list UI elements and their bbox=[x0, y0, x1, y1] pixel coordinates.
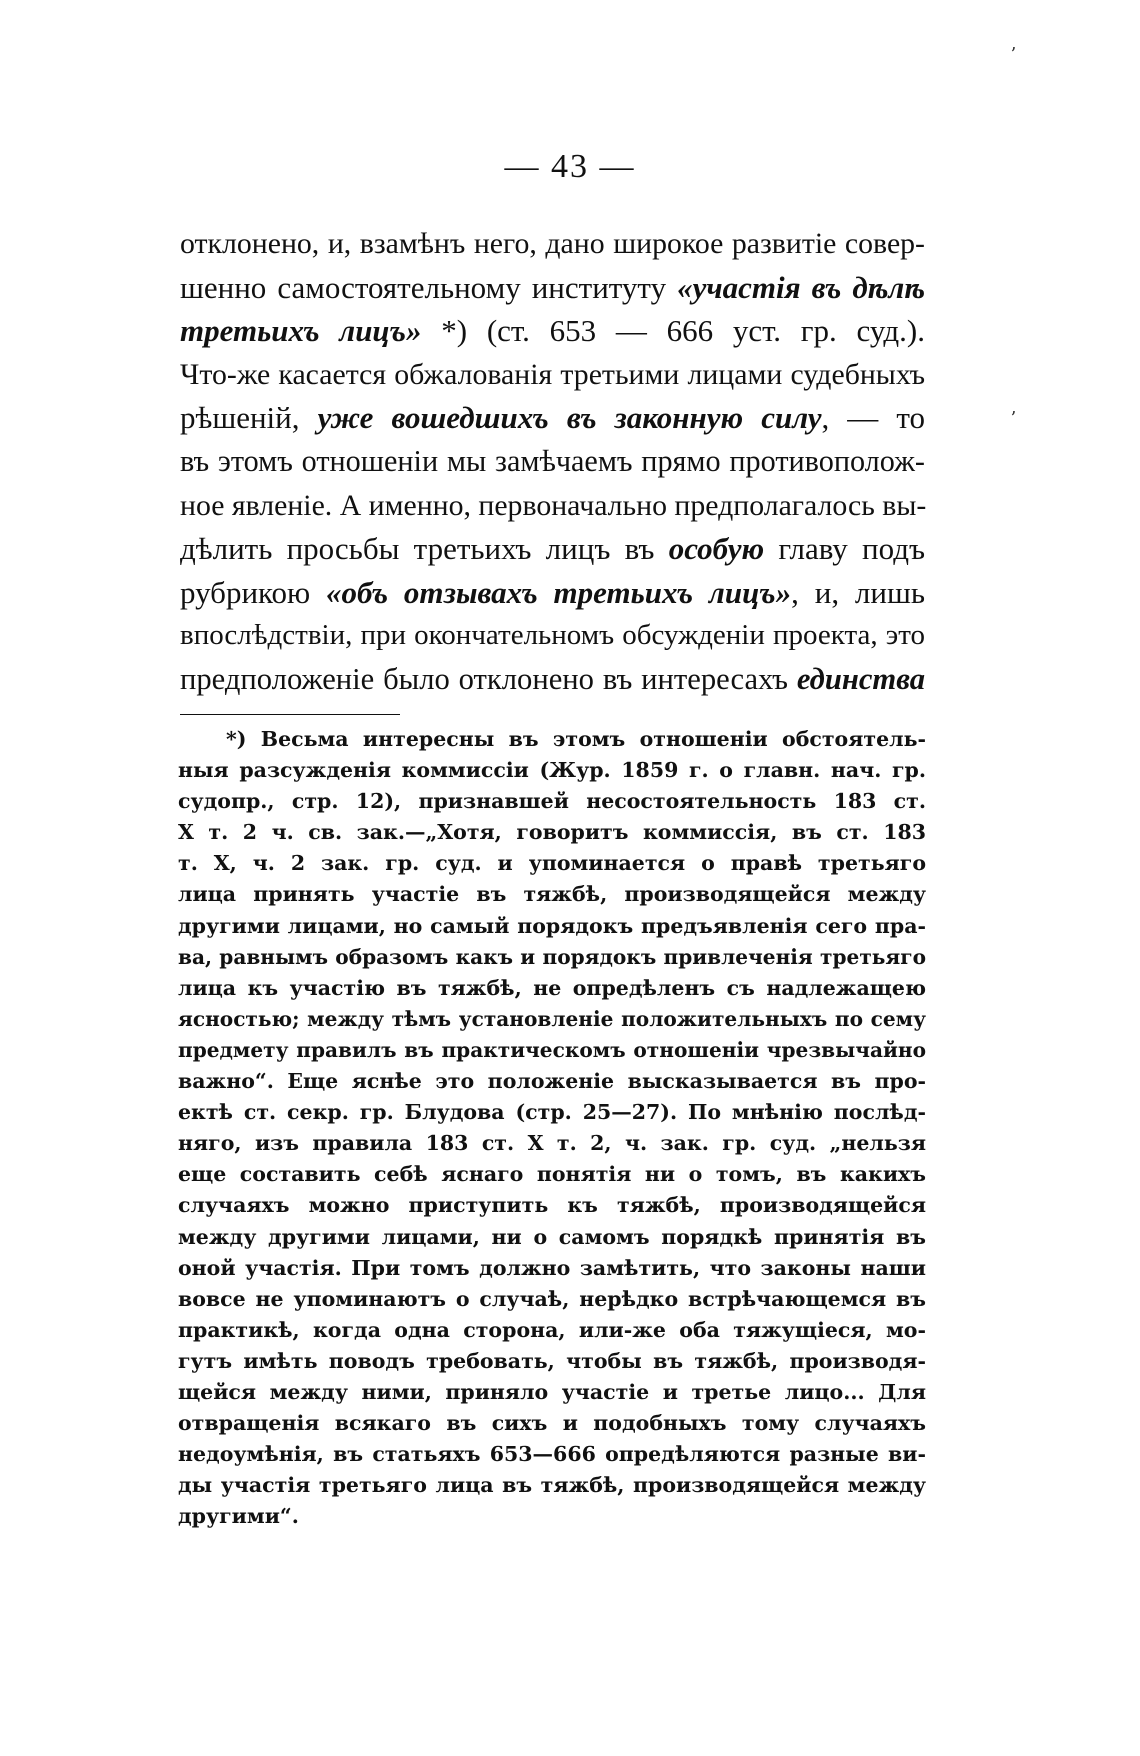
footnote-line: лица къ участію въ тяжбѣ, не опредѣленъ съ надлежащею bbox=[178, 975, 926, 1000]
footnote-line: ныя разсужденія коммиссіи (Жур. 1859 г. о главн. нач. гр. bbox=[178, 758, 926, 783]
main-line: шенно самостоятельному институту «участія въ дѣлѣ bbox=[180, 269, 925, 305]
main-line: рубрикою «объ отзывахъ третьихъ лицъ», и, лишь bbox=[180, 574, 925, 610]
italic-phrase: единства bbox=[796, 661, 925, 696]
main-line: третьихъ лицъ» *) (ст. 653 — 666 уст. гр. суд.). bbox=[180, 313, 925, 349]
footnote-line: няго, изъ правила 183 ст. X т. 2, ч. зак. гр. суд. „нельзя bbox=[178, 1131, 926, 1156]
footnote-line: еще составить себѣ яснаго понятія ни о томъ, въ какихъ bbox=[178, 1162, 926, 1187]
main-line: предположеніе было отклонено въ интересахъ единства bbox=[180, 661, 925, 696]
footnote-line: практикѣ, когда одна сторона, или-же оба тяжущіеся, мо- bbox=[178, 1317, 926, 1342]
main-line: впослѣдствіи, при окончательномъ обсужденіи проекта, это bbox=[180, 619, 925, 652]
italic-phrase: особую bbox=[668, 531, 765, 567]
italic-phrase: «объ отзывахъ третьихъ лицъ» bbox=[326, 574, 792, 610]
italic-phrase: «участія въ дѣлѣ bbox=[677, 269, 925, 305]
footnote-line: гутъ имѣть поводъ требовать, чтобы въ тяжбѣ, производя- bbox=[178, 1348, 926, 1373]
footnote-line: щейся между ними, приняло участіе и третье лицо... Для bbox=[178, 1379, 926, 1404]
footnote-line: ясностью; между тѣмъ установленіе положительныхъ по сему bbox=[178, 1006, 926, 1031]
footnote-line: важно“. Еще яснѣе это положеніе высказывается въ про- bbox=[178, 1069, 926, 1094]
footnote-separator bbox=[180, 714, 400, 715]
footnote-line: лица принять участіе въ тяжбѣ, производящейся между bbox=[178, 882, 926, 907]
footnote-line: между другими лицами, ни о самомъ порядкѣ принятія въ bbox=[178, 1224, 926, 1249]
footnote-line: *) Весьма интересны въ этомъ отношеніи обстоятель- bbox=[226, 727, 926, 751]
footnote-line: недоумѣнія, въ статьяхъ 653—666 опредѣляются разные ви- bbox=[178, 1442, 926, 1467]
footnote-line: т. X, ч. 2 зак. гр. суд. и упоминается о правѣ третьяго bbox=[178, 851, 926, 876]
main-line: рѣшеній, уже вошедшихъ въ законную силу, — то bbox=[180, 400, 925, 436]
footnote-line: ектѣ ст. секр. гр. Блудова (стр. 25—27). По мнѣнію послѣд- bbox=[178, 1100, 926, 1125]
footnote-line: другими лицами, но самый порядокъ предъявленія сего пра- bbox=[178, 913, 926, 938]
footnote-line: случаяхъ можно приступить къ тяжбѣ, производящейся bbox=[178, 1193, 926, 1218]
italic-phrase: третьихъ лицъ» bbox=[180, 313, 422, 349]
main-line: ное явленіе. А именно, первоначально предполагалось вы- bbox=[180, 488, 927, 522]
margin-mark-top: ʼ bbox=[1010, 44, 1016, 65]
footnote-line: другими“. bbox=[178, 1504, 299, 1529]
footnote-line: ды участія третьяго лица въ тяжбѣ, производящейся между bbox=[178, 1473, 926, 1498]
main-line: дѣлить просьбы третьихъ лицъ въ особую главу подъ bbox=[180, 531, 926, 567]
italic-phrase: уже вошедшихъ въ законную силу bbox=[317, 400, 822, 436]
footnote-line: ва, равнымъ образомъ какъ и порядокъ привлеченія третьяго bbox=[178, 944, 926, 969]
margin-mark-middle: ʼ bbox=[1010, 408, 1016, 429]
footnote-line: судопр., стр. 12), признавшей несостоятельность 183 ст. bbox=[178, 789, 926, 814]
footnote-line: вовсе не упоминаютъ о случаѣ, нерѣдко встрѣчающемся въ bbox=[178, 1286, 926, 1311]
footnote-line: отвращенія всякаго въ сихъ и подобныхъ тому случаяхъ bbox=[178, 1411, 926, 1436]
main-text bbox=[180, 222, 925, 702]
footnote-line: оной участія. При томъ должно замѣтить, что законы наши bbox=[178, 1255, 926, 1280]
page-number: — 43 — bbox=[504, 148, 636, 185]
main-line: отклонено, и, взамѣнъ него, дано широкое развитіе совер- bbox=[180, 227, 925, 260]
main-line: Что-же касается обжалованія третьими лицами судебныхъ bbox=[180, 357, 925, 391]
main-line: въ этомъ отношеніи мы замѣчаемъ прямо противополож- bbox=[180, 443, 925, 478]
footnote-line: предмету правилъ въ практическомъ отношеніи чрезвычайно bbox=[178, 1037, 926, 1062]
footnote bbox=[178, 724, 926, 1532]
footnote-line: X т. 2 ч. св. зак.—„Хотя, говоритъ коммиссія, въ ст. 183 bbox=[178, 820, 926, 845]
